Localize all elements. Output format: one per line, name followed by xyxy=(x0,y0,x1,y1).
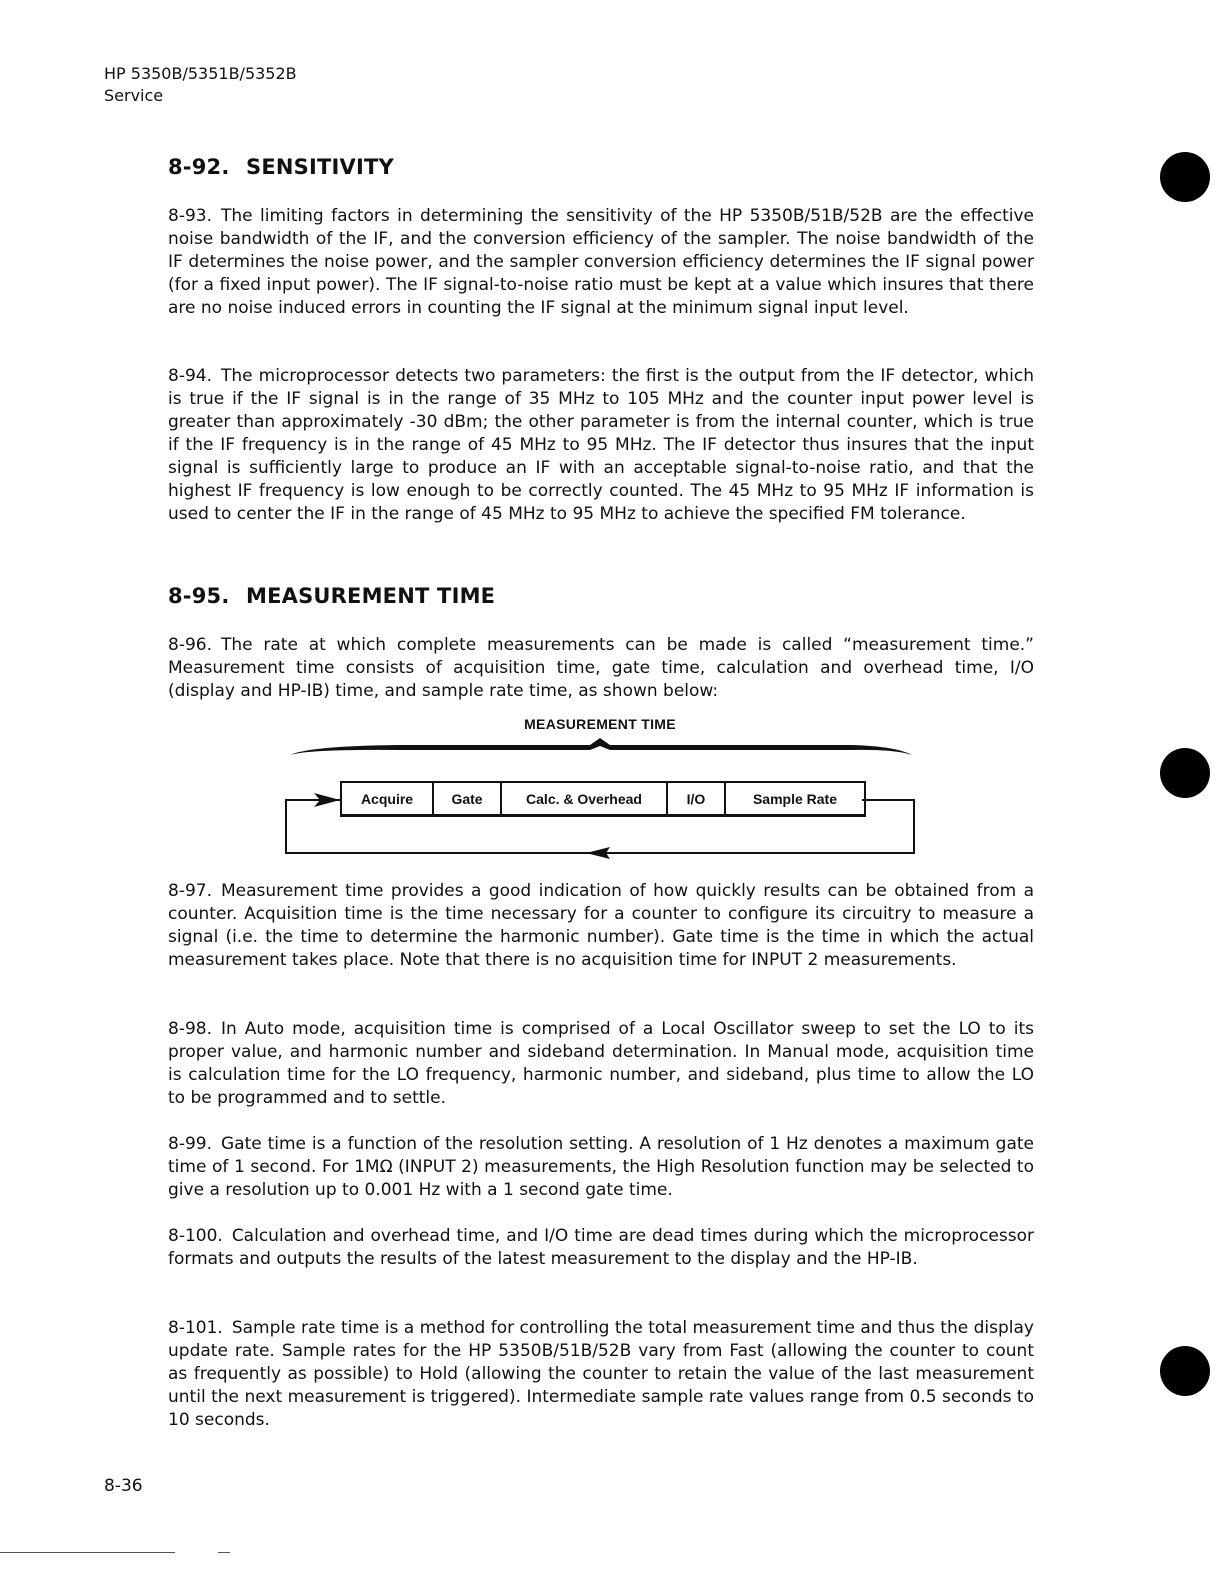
paragraph-8-98 xyxy=(168,1018,1034,1110)
page-header xyxy=(104,63,297,107)
footer-rule-dash xyxy=(218,1552,230,1553)
paragraph-number: 8-101. xyxy=(168,1318,223,1338)
paragraph-text: Calculation and overhead time, and I/O time are dead times during which the microprocessor formats and outputs the results of the latest measurement to the display and the HP-IB. xyxy=(168,1226,1034,1269)
section-number: 8-92. xyxy=(168,155,230,179)
stage-io: I/O xyxy=(668,783,726,814)
paragraph-text: The rate at which complete measurements can be made is called “measurement time.” Measurement time consists of acquisition time, gate time, calculation and overhead time, I/O (display and HP-IB) time, and sample rate time, as shown below: xyxy=(168,635,1034,701)
paragraph-number: 8-100. xyxy=(168,1226,223,1246)
paragraph-text: Gate time is a function of the resolution setting. A resolution of 1 Hz denotes a maximum gate time of 1 second. For 1MΩ (INPUT 2) measurements, the High Resolution function may be selected to give a resolution up to 0.001 Hz with a 1 second gate time. xyxy=(168,1134,1034,1200)
diagram-title: MEASUREMENT TIME xyxy=(524,716,676,732)
measurement-span-bracket xyxy=(290,738,912,755)
paragraph-number: 8-99. xyxy=(168,1134,212,1154)
header-section: Service xyxy=(104,86,164,105)
paragraph-8-99 xyxy=(168,1133,1034,1202)
header-model: HP 5350B/5351B/5352B xyxy=(104,64,297,83)
paragraph-number: 8-98. xyxy=(168,1019,212,1039)
paragraph-number: 8-97. xyxy=(168,881,212,901)
section-heading-sensitivity xyxy=(168,155,394,179)
paragraph-number: 8-96. xyxy=(168,635,212,655)
paragraph-8-94 xyxy=(168,365,1034,526)
section-title: SENSITIVITY xyxy=(246,155,394,179)
binder-hole-middle xyxy=(1160,748,1210,798)
stage-row xyxy=(340,781,866,817)
stage-gate: Gate xyxy=(434,783,502,814)
paragraph-8-93 xyxy=(168,205,1034,320)
binder-hole-bottom xyxy=(1160,1346,1210,1396)
paragraph-text: The limiting factors in determining the sensitivity of the HP 5350B/51B/52B are the effective noise bandwidth of the IF, and the conversion efficiency of the sampler. The noise bandwidth of the IF determines the noise power, and the sampler conversion efficiency determines the IF signal power (for a fixed input power). The IF signal-to-noise ratio must be kept at a value which insures that there are no noise induced errors in counting the IF signal at the minimum signal input level. xyxy=(168,206,1034,318)
paragraph-8-100 xyxy=(168,1225,1034,1271)
binder-hole-top xyxy=(1160,152,1210,202)
paragraph-8-101 xyxy=(168,1317,1034,1432)
paragraph-8-96 xyxy=(168,634,1034,703)
stage-sample-rate: Sample Rate xyxy=(752,790,838,807)
paragraph-text: Sample rate time is a method for controlling the total measurement time and thus the display update rate. Sample rates for the HP 5350B/51B/52B vary from Fast (allowing the counter to count as frequently as possible) to Hold (allowing the counter to retain the value of the last measurement until the next measurement is triggered). Intermediate sample rate values range from 0.5 seconds to 10 seconds. xyxy=(168,1318,1034,1430)
stage-acquire: Acquire xyxy=(342,783,434,814)
footer-rule xyxy=(0,1552,175,1553)
page-number: 8-36 xyxy=(104,1476,143,1496)
paragraph-number: 8-94. xyxy=(168,366,212,386)
paragraph-text: In Auto mode, acquisition time is comprised of a Local Oscillator sweep to set the LO to its proper value, and harmonic number and sideband determination. In Manual mode, acquisition time is calculation time for the LO frequency, harmonic number, and sideband, plus time to allow the LO to be programmed and to settle. xyxy=(168,1019,1034,1108)
section-number: 8-95. xyxy=(168,584,230,608)
paragraph-8-97 xyxy=(168,880,1034,972)
stage-calc-overhead: Calc. & Overhead xyxy=(502,783,668,814)
section-title: MEASUREMENT TIME xyxy=(246,584,496,608)
section-heading-measurement-time xyxy=(168,584,495,608)
paragraph-text: Measurement time provides a good indication of how quickly results can be obtained from a counter. Acquisition time is the time necessary for a counter to configure its circuitry to measure a signal (i.e. the time to determine the harmonic number). Gate time is the time in which the actual measurement takes place. Note that there is no acquisition time for INPUT 2 measurements. xyxy=(168,881,1034,970)
paragraph-number: 8-93. xyxy=(168,206,212,226)
measurement-time-diagram xyxy=(280,712,930,872)
paragraph-text: The microprocessor detects two parameters: the first is the output from the IF detector, which is true if the IF signal is in the range of 35 MHz to 105 MHz and the counter input power level is greater than approximately -30 dBm; the other parameter is from the internal counter, which is true if the IF frequency is in the range of 45 MHz to 95 MHz. The IF detector thus insures that the input signal is sufficiently large to produce an IF with an acceptable signal-to-noise ratio, and that the highest IF frequency is low enough to be correctly counted. The 45 MHz to 95 MHz IF information is used to center the IF in the range of 45 MHz to 95 MHz to achieve the specified FM tolerance. xyxy=(168,366,1034,524)
